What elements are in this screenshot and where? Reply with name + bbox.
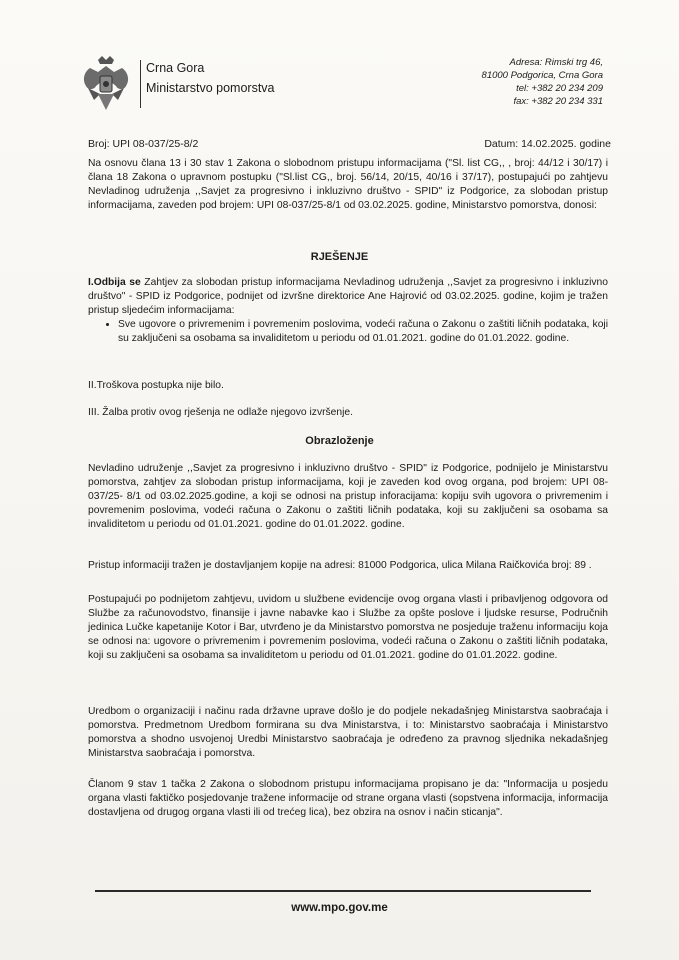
decision-item-3: III. Žalba protiv ovog rješenja ne odlaže njegovo izvršenje. — [88, 407, 354, 418]
reasoning-paragraph-3: Postupajući po podnijetom zahtjevu, uvidom u službene evidencije ovog organa vlasti i pribavljenog odgovora od Službe za računovodstvo, finansije i javne nabavke kao i Službe za opšte poslove i ljudske resurse, Područnih jedinica Lučke kapetanije Kotor i Bar, utvrđeno je da Ministarstvo pomorstva ne posjeduje traženu informaciju koja se odnosi na: ugovore o privremenim i povremenim poslovima, vodeći računa o Zakonu o zaštiti ličnih podataka, koji su zaključeni sa osobama sa invaliditetom u periodu od 01.01.2021. godine do 01.01.2022. godine. — [88, 594, 608, 661]
decision-bullet: • Sve ugovore o privremenim i povremenim poslovima, vodeći računa o Zakonu o zaštiti ličnih podataka, koji su zaključeni sa osobama sa invaliditetom u periodu od 01.01.2021. godine do 01.01.2022. godine. — [118, 318, 608, 346]
coat-of-arms-icon — [80, 54, 132, 112]
decision-item-1 — [88, 276, 608, 346]
header-divider — [140, 60, 141, 108]
document-date: Datum: 14.02.2025. godine — [484, 138, 611, 150]
reasoning-paragraph-5: Članom 9 stav 1 tačka 2 Zakona o slobodnom pristupu informacijama propisano je da: "Informacija u posjedu organa vlasti faktičko posjedovanje tražene informacije od strane organa vlasti (sopstvena informacija, informacija dostavljena od drugog organa vlasti ili od trećeg lica), bez obzira na osnov i način sticanja". — [88, 779, 608, 818]
decision-lead: I.Odbija se — [88, 277, 141, 288]
reasoning-paragraph-1: Nevladino udruženje ,,Savjet za progresivno i inkluzivno društvo - SPID" iz Podgorice, podnijelo je Ministarstvu pomorstva, zahtjev za slobodan pristup informacijama, koji je zaveden kod ovog organa, pod brojem: UPI 08-037/25- 8/1 od 03.02.2025.godine, a koji se odnosi na pristup inforacijama: kopiju svih ugovora o privremenim i povremenim poslovima, vodeći računa o Zakonu o zaštiti ličnih podataka, koji su zaključeni sa osobama sa invaliditetom u periodu od 01.01.2021. godine do 01.01.2022. godine. — [88, 463, 608, 530]
address-block — [482, 56, 603, 108]
decision-text: Zahtjev za slobodan pristup informacijama Nevladinog udruženja ,,Savjet za progresivno i inkluzivno društvo" - SPID iz Podgorice, podnijet od izvršne direktorice Ane Hajrović od 03.02.2025. godine, kojim je tražen pristup sljedećim informacijama: — [88, 277, 608, 316]
document-number: Broj: UPI 08-037/25-8/2 — [88, 138, 199, 150]
decision-item-2: II.Troškova postupka nije bilo. — [88, 380, 224, 391]
intro-paragraph: Na osnovu člana 13 i 30 stav 1 Zakona o slobodnom pristupu informacijama ("Sl. list CG,, , broj: 44/12 i 30/17) i člana 18 Zakona o upravnom postupku ("Sl.list CG,, broj. 56/14, 20/15, 40/16 i 37/17), postupajući po zahtjevu Nevladinog udruženja ,,Savjet za progresivno i inkluzivno društvo - SPID" iz Podgorice, za slobodan pristup informacijama, zaveden pod brojem: UPI 08-037/25-8/1 od 03.02.2025. godine, Ministarstvo pomorstva, donosi: — [88, 158, 608, 211]
reasoning-paragraph-2: Pristup informaciji tražen je dostavljanjem kopije na adresi: 81000 Podgorica, ulica Milana Raičkovića broj: 89 . — [88, 560, 592, 571]
decision-bullet-list — [88, 318, 608, 346]
address-line: Adresa: Rimski trg 46, — [509, 57, 603, 68]
reasoning-paragraph-4: Uredbom o organizaciji i načinu rada državne uprave došlo je do podjele nekadašnjeg Ministarstva saobraćaja i pomorstva. Predmetnom Uredbom formirana su dva Ministarstva, i to: Ministarstvo saobraćaja i Ministarstvo pomorstva a shodno usvojenoj Uredbi Ministarstvo saobraćaja je određeno za pravnog sljednika nekadašnjeg Ministarstva saobraćaja i pomorstva. — [88, 706, 608, 759]
reasoning-title: Obrazloženje — [305, 435, 374, 447]
organization-name — [146, 58, 275, 98]
address-city: 81000 Podgorica, Crna Gora — [481, 70, 603, 81]
footer-website: www.mpo.gov.me — [291, 902, 388, 914]
decision-title: RJEŠENJE — [310, 251, 369, 263]
address-tel: tel: +382 20 234 209 — [516, 83, 603, 94]
footer-divider — [95, 890, 591, 892]
address-fax: fax: +382 20 234 331 — [513, 96, 603, 107]
org-country: Crna Gora — [146, 61, 205, 75]
org-ministry: Ministarstvo pomorstva — [146, 81, 275, 95]
